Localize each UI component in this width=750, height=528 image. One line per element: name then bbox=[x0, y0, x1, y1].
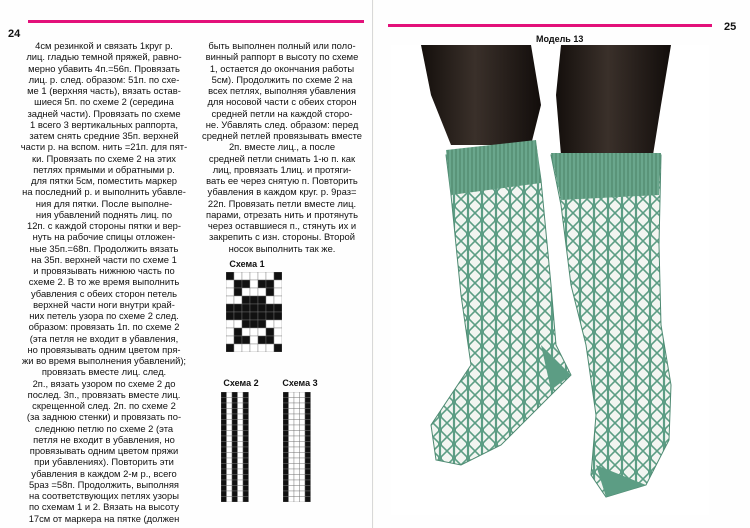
text-column-1 bbox=[14, 40, 194, 524]
text-line: средней петли на каждой сторо- bbox=[211, 107, 353, 119]
text-line: быть выполнен полный или поло- bbox=[208, 40, 356, 51]
text-line: них петель узора по схеме 2 след. bbox=[29, 310, 179, 321]
text-line: винный раппорт в высоту по схеме bbox=[205, 51, 359, 63]
text-line: всех петлях, выполняя убавления bbox=[208, 85, 356, 96]
text-line: петля не входит в убавления, но bbox=[33, 433, 175, 445]
text-line: средней петлей провязывать вместе bbox=[202, 130, 362, 141]
text-line: убавления в каждом 2-м р., всего bbox=[31, 467, 177, 479]
text-line: схеме 2. В то же время выполнить bbox=[28, 276, 180, 288]
text-line: и провязывать нижнюю часть по bbox=[33, 265, 175, 276]
text-line: на соответствующих петлях узоры bbox=[29, 490, 179, 501]
text-line: ния убавлений поднять лиц. по bbox=[35, 208, 173, 220]
text-line: (за заднюю стенки) и провязать по- bbox=[26, 411, 182, 423]
text-line: части р. на вспом. нить =21п. для пят- bbox=[20, 141, 188, 153]
text-line: парами, отрезать нить и протянуть bbox=[206, 208, 358, 220]
text-line: ме 1 (верхняя часть), вязать остав- bbox=[27, 85, 181, 96]
text-line: петлях прямыми и обратными р. bbox=[33, 163, 175, 175]
text-line: провязывать одним цветом пряжи bbox=[29, 445, 179, 456]
text-line: закрепить с изн. стороны. Второй bbox=[208, 231, 355, 243]
text-line: 2п., вязать узором по схеме 2 до bbox=[32, 377, 176, 389]
text-line: 12п. с каждой стороны пятки и вер- bbox=[26, 220, 182, 231]
text-line: нуть на рабочие спицы отложен- bbox=[32, 231, 176, 243]
text-line: шиеся 5п. по схеме 2 (середина bbox=[34, 96, 174, 108]
text-column-2 bbox=[194, 40, 370, 254]
text-line: ния для пятки. После выполне- bbox=[35, 197, 173, 209]
scheme-3-chart bbox=[283, 392, 318, 502]
text-line: скрещенной след. 2п. по схеме 2 bbox=[32, 400, 176, 411]
socks-photo bbox=[391, 45, 709, 515]
left-page bbox=[0, 0, 373, 528]
text-line: послед. 3п., провязать вместе лиц. bbox=[27, 388, 181, 400]
text-line: 2п. вместе лиц., а после bbox=[228, 141, 336, 153]
text-line: убавления в каждом круг. р. 9раз= bbox=[207, 186, 357, 198]
text-line: при убавлениях). Повторить эти bbox=[34, 456, 174, 468]
text-line: но провязывать одним цветом пря- bbox=[27, 343, 181, 355]
text-line: задней части). Провязать по схеме bbox=[27, 107, 181, 119]
text-line: провязать вместе лиц. след. bbox=[41, 366, 167, 378]
text-line: на последний р. и выполнить убавле- bbox=[22, 186, 186, 198]
text-line: ные 35п.=68п. Продолжить вязать bbox=[29, 242, 179, 254]
text-line: 1, остается до окончания работы bbox=[209, 62, 355, 74]
text-line: образом: провязать 1п. по схеме 2 bbox=[28, 321, 180, 333]
text-line: для пятки 5см, поместить маркер bbox=[30, 175, 178, 186]
page-number: 24 bbox=[8, 28, 21, 40]
text-line: не. Убавлять след. образом: перед bbox=[205, 118, 359, 130]
text-line: на 35п. верхней части по схеме 1 bbox=[31, 253, 177, 265]
text-line: для носовой части с обеих сторон bbox=[207, 96, 357, 108]
text-line: 1 всего 3 вертикальных раппорта, bbox=[30, 118, 178, 130]
scheme-1-chart bbox=[226, 272, 282, 352]
text-line: следнюю петлю по схеме 2 (эта bbox=[34, 422, 174, 434]
text-line: лиц. р. след. образом: 51п. по схе- bbox=[28, 73, 180, 85]
text-line: лиц, провязать 1лиц. и протяги- bbox=[212, 163, 352, 175]
text-line: 5раз =58п. Продолжить, выполняя bbox=[28, 478, 180, 490]
text-line: мерно убавить 4п.=56п. Провязать bbox=[28, 62, 180, 74]
text-line: носок выполнить так же. bbox=[228, 242, 336, 254]
text-line: 5см). Продолжить по схеме 2 на bbox=[211, 73, 353, 85]
model-title: Модель 13 bbox=[536, 34, 584, 44]
text-line: убавления с обеих сторон петель bbox=[31, 287, 177, 299]
page-number: 25 bbox=[724, 21, 737, 33]
text-line: жи во время выполнения убавлений); bbox=[21, 355, 187, 366]
text-line: затем снять средние 35п. верхней bbox=[29, 130, 179, 141]
text-line: через оставшиеся п., стянуть их и bbox=[207, 220, 357, 231]
text-line: лиц. гладью темной пряжей, равно- bbox=[26, 51, 182, 63]
scheme-2-title: Схема 2 bbox=[223, 378, 259, 388]
scheme-1-title: Схема 1 bbox=[229, 259, 265, 269]
text-line: средней петли снимать 1-ю п. как bbox=[208, 152, 356, 164]
scheme-3-title: Схема 3 bbox=[282, 378, 318, 388]
text-line: 17см от маркера на пятке (должен bbox=[28, 512, 180, 524]
page-header-rule bbox=[388, 24, 712, 27]
text-line: вать ее через снятую п. Повторить bbox=[206, 175, 358, 186]
text-line: 22п. Провязать петли вместе лиц. bbox=[207, 197, 357, 209]
page-header-rule bbox=[28, 20, 364, 23]
text-line: по схемам 1 и 2. Вязать на высоту bbox=[28, 501, 180, 513]
text-line: 4см резинкой и связать 1круг р. bbox=[35, 40, 173, 51]
scheme-2-chart bbox=[221, 392, 263, 502]
text-line: (эта петля не входит в убавления, bbox=[29, 332, 179, 344]
text-line: ки. Провязать по схеме 2 на этих bbox=[31, 152, 176, 164]
text-line: верхней части ноги внутри край- bbox=[33, 298, 175, 310]
